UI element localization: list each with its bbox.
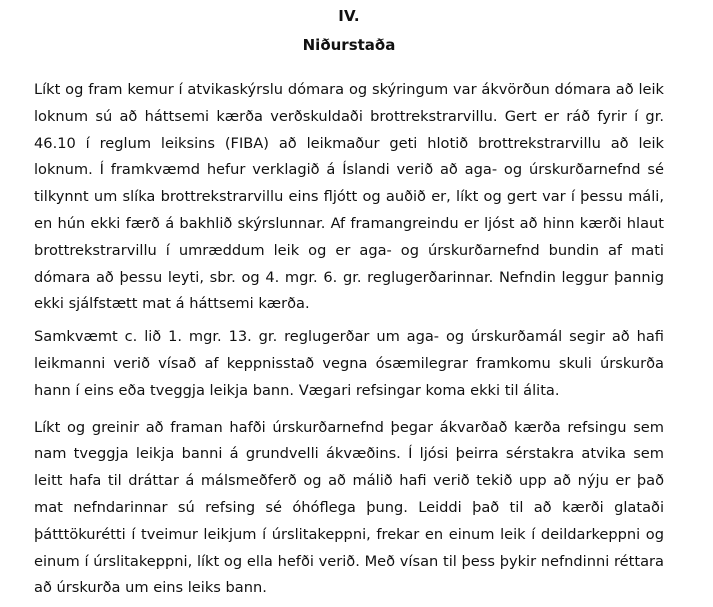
document-page: [34, 0, 664, 602]
paragraph-3: Líkt og greinir að framan hafði úrskurðarnefnd þegar ákvarðað kærða refsingu sem nam tveggja leikja banni á grundvelli ákvæðins. Í ljósi þeirra sérstakra atvika sem leitt hafa til dráttar á málsmeðferð og að málið hafi verið tekið upp að nýju er það mat nefndarinnar sú refsing sé óhóflega þung. Leiddi það til að kærði glataði þátttökurétti í tveimur leikjum í úrslitakeppni, frekar en einum leik í deildarkeppni og einum í úrslitakeppni, líkt og ella hefði verið. Með vísan til þess þykir nefndinni réttara að úrskurða um eins leiks bann.: [34, 418, 664, 597]
section-number: IV.: [338, 7, 360, 25]
paragraph-1: Líkt og fram kemur í atvikaskýrslu dómara og skýringum var ákvörðun dómara að leik loknum sú að háttsemi kærða verðskuldaði brottrekstrarvillu. Gert er ráð fyrir í gr. 46.10 í reglum leiksins (FIBA) að leikmaður geti hlotið brottrekstrarvillu að leik loknum. Í framkvæmd hefur verklagið á Íslandi verið að aga- og úrskurðarnefnd sé tilkynnt um slíka brottrekstrarvillu eins fljótt og auðið er, líkt og gert var í þessu máli, en hún ekki færð á bakhlið skýrslunnar. Af framangreindu er ljóst að hinn kærði hlaut brottrekstrarvillu í umræddum leik og er aga- og úrskurðarnefnd bundin af mati dómara að þessu leyti, sbr. og 4. mgr. 6. gr. reglugerðarinnar. Nefndin leggur þannig ekki sjálfstætt mat á háttsemi kærða.: [34, 81, 664, 313]
section-title: Niðurstaða: [302, 36, 396, 54]
paragraph-2: Samkvæmt c. lið 1. mgr. 13. gr. reglugerðar um aga- og úrskurðamál segir að hafi leikmanni verið vísað af keppnisstað vegna ósæmilegrar framkomu skuli úrskurða hann í eins eða tveggja leikja bann. Vægari refsingar koma ekki til álita.: [34, 328, 664, 399]
